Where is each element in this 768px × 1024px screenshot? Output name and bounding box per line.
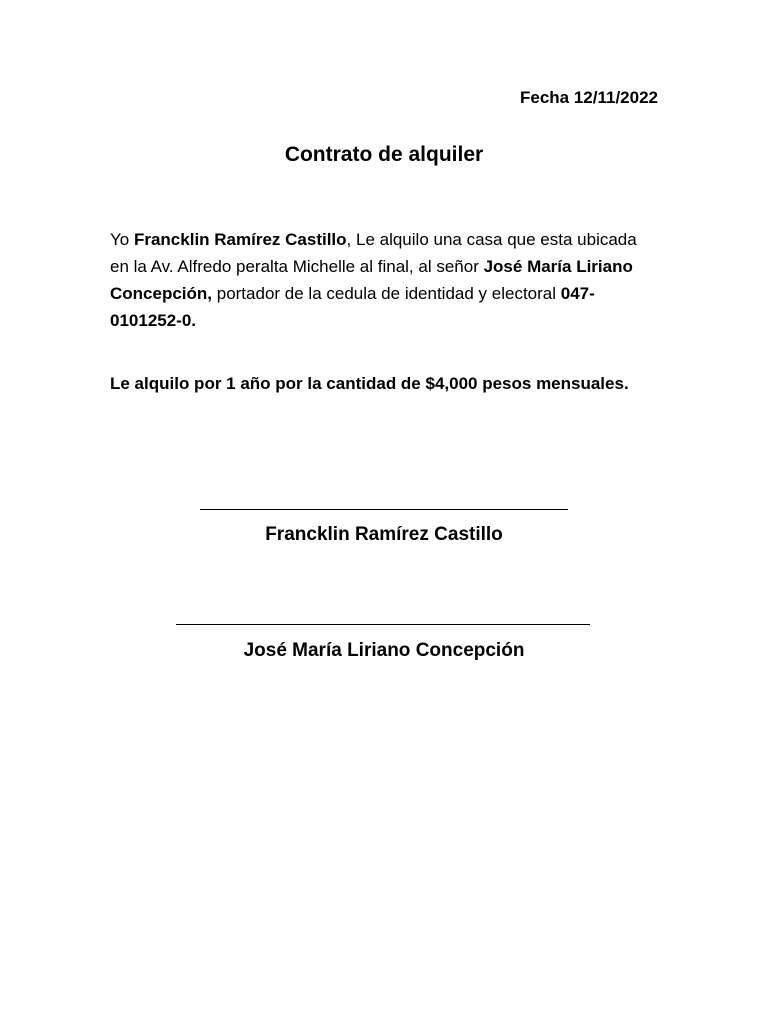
- signature-name-lessor: Francklin Ramírez Castillo: [265, 524, 503, 545]
- contract-body-paragraph: [110, 226, 658, 334]
- rental-terms: Le alquilo por 1 año por la cantidad de $4,000 pesos mensuales.: [110, 374, 629, 393]
- signature-line-lessee: [176, 624, 590, 625]
- signature-line-lessor: [200, 509, 568, 510]
- signature-name-lessee: José María Liriano Concepción: [243, 640, 525, 661]
- lessor-name: Francklin Ramírez Castillo: [133, 230, 347, 249]
- body-text-3: portador de la cedula de identidad y electoral: [212, 284, 561, 303]
- body-text-1: Yo: [110, 230, 134, 249]
- id-number: 047-0101252-0.: [110, 284, 595, 330]
- lessee-name: José María Liriano Concepción,: [110, 257, 633, 303]
- contract-title: Contrato de alquiler: [284, 143, 484, 166]
- body-text-2: , Le alquilo una casa que esta ubicada en la Av. Alfredo peralta Michelle al final, al señor: [110, 230, 637, 276]
- contract-date: Fecha 12/11/2022: [519, 88, 658, 107]
